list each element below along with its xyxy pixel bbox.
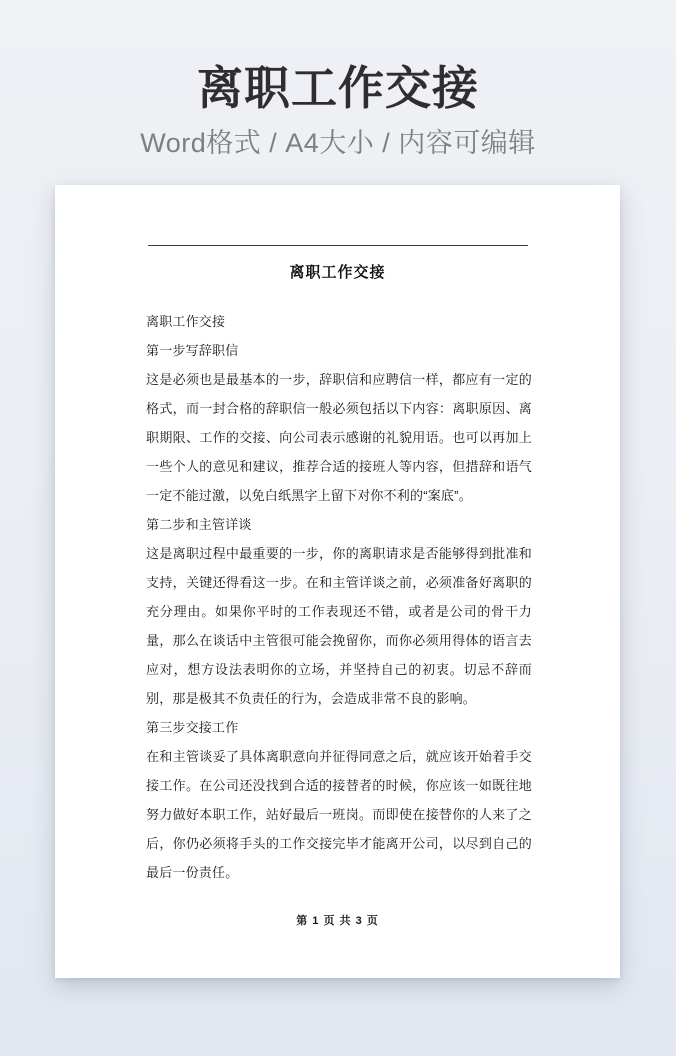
document-heading: 离职工作交接 bbox=[289, 264, 386, 281]
page-subtitle: Word格式 / A4大小 / 内容可编辑 bbox=[140, 128, 536, 158]
document-paragraph: 这是离职过程中最重要的一步，你的离职请求是否能够得到批准和支持，关键还得看这一步。在和主管详谈之前，必须准备好离职的充分理由。如果你平时的工作表现还不错，或者是公司的骨干力量，那么在谈话中主管很可能会挽留你，而你必须用得体的语言去应对，想方设法表明你的立场，并坚持自己的初衷。切忌不辞而别，那是极其不负责任的行为，会造成非常不良的影响。 bbox=[146, 546, 532, 706]
document-paragraph: 第一步写辞职信 bbox=[146, 343, 239, 358]
divider-line bbox=[148, 245, 528, 246]
document-body bbox=[146, 307, 532, 887]
document-page bbox=[55, 185, 620, 978]
document-paragraph: 这是必须也是最基本的一步，辞职信和应聘信一样，都应有一定的格式，而一封合格的辞职信一般必须包括以下内容：离职原因、离职期限、工作的交接、向公司表示感谢的礼貌用语。也可以再加上一些个人的意见和建议，推荐合适的接班人等内容，但措辞和语气一定不能过激，以免白纸黑字上留下对你不利的“案底”。 bbox=[146, 372, 532, 503]
document-paragraph: 第三步交接工作 bbox=[146, 720, 239, 735]
document-paragraph: 第二步和主管详谈 bbox=[146, 517, 252, 532]
document-paragraph: 离职工作交接 bbox=[146, 314, 226, 329]
page-title: 离职工作交接 bbox=[197, 62, 479, 114]
document-paragraph: 在和主管谈妥了具体离职意向并征得同意之后，就应该开始着手交接工作。在公司还没找到合适的接替者的时候，你应该一如既往地努力做好本职工作，站好最后一班岗。而即使在接替你的人来了之后，你仍必须将手头的工作交接完毕才能离开公司，以尽到自己的最后一份责任。 bbox=[146, 749, 532, 880]
page-number: 第 1 页 共 3 页 bbox=[296, 915, 379, 927]
